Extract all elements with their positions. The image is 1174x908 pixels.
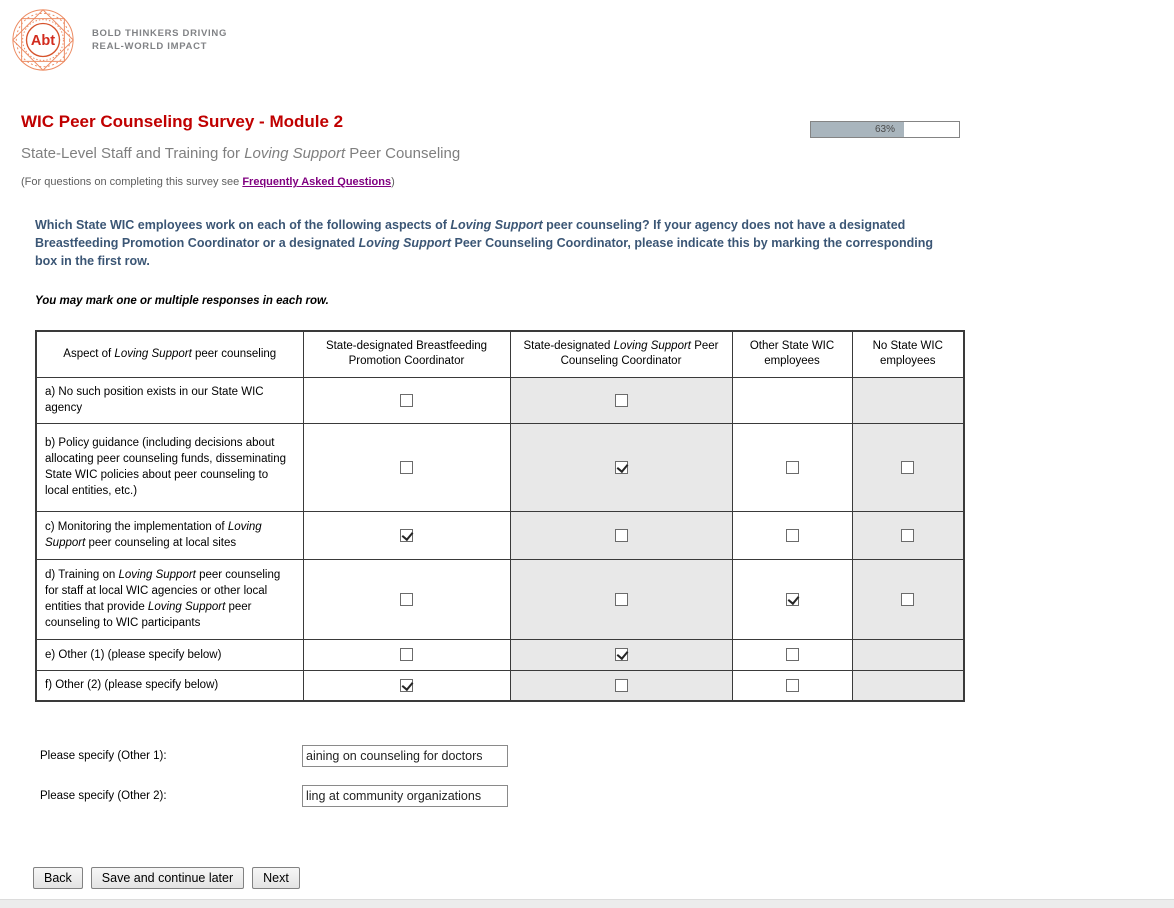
specify-other1-row — [40, 745, 508, 767]
table-row-c — [36, 511, 964, 559]
abt-logo — [10, 7, 227, 73]
specify-other2-label: Please specify (Other 2): — [40, 790, 167, 802]
response-cell-c-col-3 — [732, 511, 852, 559]
response-cell-b-col-4 — [852, 423, 964, 511]
faq-link[interactable]: Frequently Asked Questions — [242, 176, 392, 188]
header-cell-col-3: Other State WIC employees — [732, 331, 852, 377]
response-cell-a-col-2 — [510, 377, 732, 423]
response-cell-d-col-1 — [303, 559, 510, 639]
tagline-line2: REAL-WORLD IMPACT — [92, 41, 208, 52]
checkbox-row-f-col-3[interactable] — [786, 679, 799, 692]
row-label-d: d) Training on Loving Support peer counseling for staff at local WIC agencies or other local entities that provide Loving Support peer counseling to WIC participants — [36, 559, 303, 639]
response-cell-d-col-4 — [852, 559, 964, 639]
checkbox-row-d-col-2[interactable] — [615, 593, 628, 606]
response-cell-b-col-3 — [732, 423, 852, 511]
response-cell-b-col-1 — [303, 423, 510, 511]
response-cell-b-col-2 — [510, 423, 732, 511]
checkbox-row-f-col-2[interactable] — [615, 679, 628, 692]
abt-logo-icon — [10, 7, 76, 73]
tagline-line1: BOLD THINKERS DRIVING — [92, 28, 228, 39]
row-label-c: c) Monitoring the implementation of Loving Support peer counseling at local sites — [36, 511, 303, 559]
progress-label: 63% — [874, 124, 895, 135]
response-table — [35, 330, 965, 702]
row-label-a: a) No such position exists in our State WIC agency — [36, 377, 303, 423]
next-button[interactable]: Next — [252, 867, 300, 889]
progress-bar — [810, 121, 960, 138]
faq-note — [21, 176, 395, 188]
table-row-e — [36, 639, 964, 670]
response-table-body — [36, 377, 964, 701]
header-cell-col-4: No State WIC employees — [852, 331, 964, 377]
save-and-continue-button[interactable]: Save and continue later — [91, 867, 244, 889]
subtitle-italic: Loving Support — [244, 145, 346, 162]
response-cell-c-col-4 — [852, 511, 964, 559]
row-label-f: f) Other (2) (please specify below) — [36, 670, 303, 701]
survey-subtitle — [21, 145, 460, 162]
subtitle-text-end: Peer Counseling — [345, 145, 461, 162]
specify-other2-input[interactable] — [302, 785, 508, 807]
instruction-note: You may mark one or multiple responses in each row. — [35, 295, 329, 307]
specify-other1-label: Please specify (Other 1): — [40, 750, 167, 762]
header-cell-col-2: State-designated Loving Support Peer Counseling Coordinator — [510, 331, 732, 377]
response-cell-a-col-4 — [852, 377, 964, 423]
checkbox-row-e-col-3[interactable] — [786, 648, 799, 661]
checkbox-row-e-col-2[interactable] — [615, 648, 628, 661]
abt-logo-text: Abt — [30, 32, 56, 49]
checkbox-row-b-col-4[interactable] — [901, 461, 914, 474]
table-row-a — [36, 377, 964, 423]
response-cell-f-col-3 — [732, 670, 852, 701]
faq-text: (For questions on completing this survey see — [21, 176, 243, 188]
button-bar — [33, 867, 300, 889]
response-cell-c-col-2 — [510, 511, 732, 559]
checkbox-row-d-col-3[interactable] — [786, 593, 799, 606]
response-cell-f-col-2 — [510, 670, 732, 701]
response-cell-a-col-1 — [303, 377, 510, 423]
page-title: WIC Peer Counseling Survey - Module 2 — [21, 112, 344, 131]
checkbox-row-a-col-2[interactable] — [615, 394, 628, 407]
back-button[interactable]: Back — [33, 867, 83, 889]
response-cell-c-col-1 — [303, 511, 510, 559]
response-cell-e-col-1 — [303, 639, 510, 670]
specify-other1-input[interactable] — [302, 745, 508, 767]
horizontal-scrollbar[interactable] — [0, 899, 1174, 908]
response-table-header-row — [36, 331, 964, 377]
table-row-d — [36, 559, 964, 639]
checkbox-row-c-col-2[interactable] — [615, 529, 628, 542]
row-label-e: e) Other (1) (please specify below) — [36, 639, 303, 670]
response-cell-f-col-4 — [852, 670, 964, 701]
abt-logo-tagline — [92, 27, 227, 53]
checkbox-row-d-col-4[interactable] — [901, 593, 914, 606]
response-cell-e-col-3 — [732, 639, 852, 670]
checkbox-row-f-col-1[interactable] — [400, 679, 413, 692]
response-cell-f-col-1 — [303, 670, 510, 701]
checkbox-row-b-col-1[interactable] — [400, 461, 413, 474]
row-label-b: b) Policy guidance (including decisions about allocating peer counseling funds, disseminating State WIC policies about peer counseling to local entities, etc.) — [36, 423, 303, 511]
checkbox-row-c-col-3[interactable] — [786, 529, 799, 542]
table-row-f — [36, 670, 964, 701]
specify-other2-row — [40, 785, 508, 807]
checkbox-row-b-col-3[interactable] — [786, 461, 799, 474]
subtitle-text: State-Level Staff and Training for — [21, 145, 245, 162]
faq-text-end: ) — [391, 176, 395, 188]
response-cell-a-col-3 — [732, 377, 852, 423]
checkbox-row-e-col-1[interactable] — [400, 648, 413, 661]
checkbox-row-b-col-2[interactable] — [615, 461, 628, 474]
table-row-b — [36, 423, 964, 511]
response-cell-d-col-2 — [510, 559, 732, 639]
header-cell-col-0: Aspect of Loving Support peer counseling — [36, 331, 303, 377]
checkbox-row-d-col-1[interactable] — [400, 593, 413, 606]
checkbox-row-c-col-1[interactable] — [400, 529, 413, 542]
checkbox-row-a-col-1[interactable] — [400, 394, 413, 407]
checkbox-row-c-col-4[interactable] — [901, 529, 914, 542]
response-cell-e-col-2 — [510, 639, 732, 670]
response-cell-d-col-3 — [732, 559, 852, 639]
header-cell-col-1: State-designated Breastfeeding Promotion Coordinator — [303, 331, 510, 377]
response-cell-e-col-4 — [852, 639, 964, 670]
question-text: Which State WIC employees work on each of the following aspects of Loving Support peer counseling? If your agency does not have a designated Breastfeeding Promotion Coordinator or a designated Loving Support Peer Counseling Coordinator, please indicate this by marking the corresponding box in the first row. — [35, 218, 934, 268]
